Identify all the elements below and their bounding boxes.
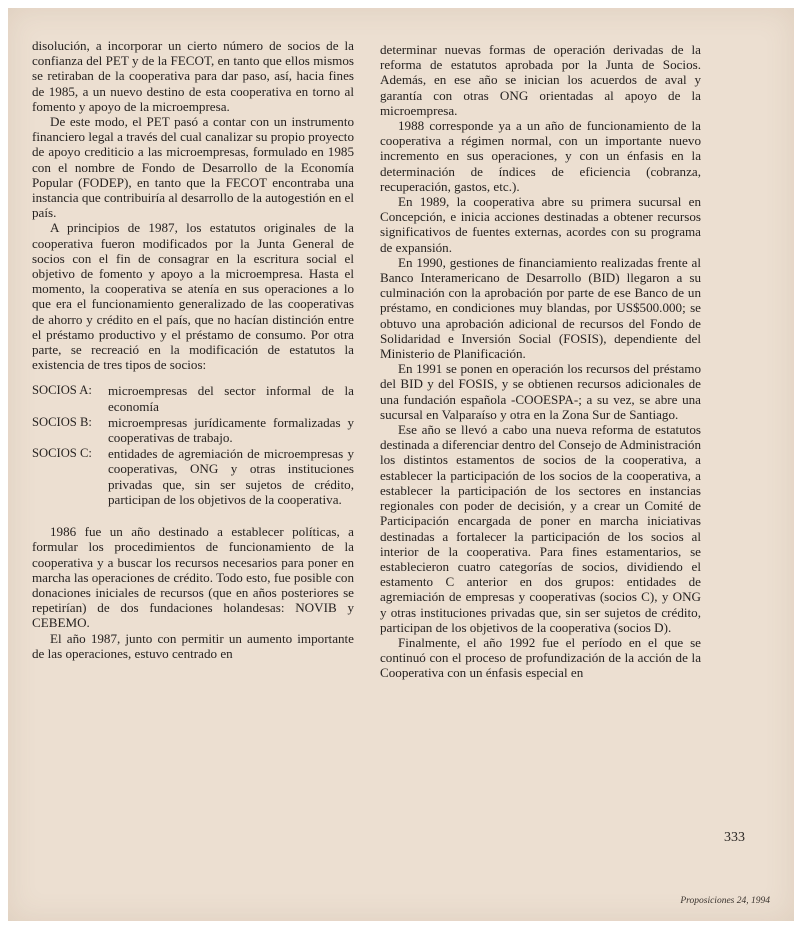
socios-label: SOCIOS A: — [32, 383, 92, 398]
footer-journal: Proposiciones 24, 1994 — [680, 896, 770, 906]
socios-label: SOCIOS B: — [32, 414, 92, 429]
paragraph: determinar nuevas formas de operación derivadas de la reforma de estatutos aprobada por la Junta de Socios. Además, en ese año se inician los acuerdos de aval y garantía con otras ONG orientadas al apoyo de la microempresa. — [380, 42, 701, 118]
paragraph: Ese año se llevó a cabo una nueva reforma de estatutos destinada a diferenciar dentro del Consejo de Administración los distintos estamentos de socios de la cooperativa, a establecer la participación de los socios de la cooperativa, a establecer la participación de los sectores en instancias regionales con poder de decisión, y a crear un Comité de Participación encargada de poner en marcha iniciativas destinadas a fortalecer la participación de los socios al interior de la cooperativa. Para fines estamentarios, se establecieron cuatro categorías de socios, dividiendo el estamento C anterior en dos grupos: entidades de agremiación de empresas y cooperativas (socios C), y ONG y otras instituciones privadas que, sin ser sujetos de crédito, participan de los objetivos de la cooperativa (socios D). — [380, 422, 701, 635]
paragraph: Finalmente, el año 1992 fue el período en el que se continuó con el proceso de profundización de la acción de la Cooperativa con un énfasis especial en — [380, 634, 701, 681]
socios-text: microempresas del sector informal de la economía — [108, 383, 354, 414]
paragraph: 1988 corresponde ya a un año de funcionamiento de la cooperativa a régimen normal, con un importante nuevo incremento en sus operaciones, y con un énfasis en la determinación de índices de eficiencia (cobranza, recuperación, gastos, etc.). — [380, 118, 701, 194]
paragraph: En 1991 se ponen en operación los recursos del préstamo del BID y del FOSIS, y se obtienen recursos adicionales de una fundación española -COOESPA-; a su vez, se abre una sucursal en Valparaíso y otra en la Zona Sur de Santiago. — [380, 361, 701, 422]
socios-text: entidades de agremiación de microempresas y cooperativas, ONG y otras instituciones privadas que, sin ser sujetos de crédito, participan de los objetivos de la cooperativa. — [108, 446, 354, 507]
right-column — [380, 42, 701, 681]
paragraph: El año 1987, junto con permitir un aumento importante de las operaciones, estuvo centrado en — [32, 630, 354, 661]
page-number: 333 — [724, 830, 745, 845]
left-column — [32, 38, 354, 661]
paragraph: 1986 fue un año destinado a establecer políticas, a formular los procedimientos de funcionamiento de la cooperativa y a buscar los recursos necesarios para poner en marcha las operaciones de crédito. Todo esto, fue posible con donaciones iniciales de recursos (que en años posteriores se repetirían) de dos fundaciones holandesas: NOVIB y CEBEMO. — [32, 524, 354, 631]
socios-label: SOCIOS C: — [32, 446, 92, 461]
paragraph: En 1990, gestiones de financiamiento realizadas frente al Banco Interamericano de Desarrollo (BID) llegaron a su culminación con la aprobación por parte de ese Banco de un préstamo, en condiciones muy blandas, por US$500.000; se obtuvo una aprobación adicional de recursos del Fondo de Solidaridad e Inversión Social (FOSIS), dependiente del Ministerio de Planificación. — [380, 254, 701, 362]
document-page — [8, 8, 794, 921]
socios-item-c — [32, 446, 354, 507]
socios-item-a — [32, 383, 354, 413]
paragraph: De este modo, el PET pasó a contar con un instrumento financiero legal a través del cual canalizar su propio proyecto de apoyo crediticio a las microempresas, formulado en 1985 con el nombre de Fondo de Desarrollo de la Economía Popular (FODEP), en tanto que la FECOT encontraba una instancia que contribuiría al desarrollo de la autogestión en el país. — [32, 114, 354, 221]
paragraph: A principios de 1987, los estatutos originales de la cooperativa fueron modificados por la Junta General de socios con el fin de consagrar en la escritura social el objetivo de fomento y apoyo a la microempresa. Hasta el momento, la cooperativa se atenía en sus operaciones a lo que era el funcionamiento generalizado de las cooperativas de ahorro y crédito en el país, que no hacían distinción entre el préstamo productivo y el préstamo de consumo. Por otra parte, se recreació en la modificación de estatutos la existencia de tres tipos de socios: — [32, 220, 354, 373]
socios-item-b — [32, 415, 354, 445]
paragraph: disolución, a incorporar un cierto número de socios de la confianza del PET y de la FECOT, en tanto que ellos mismos se retiraban de la cooperativa para dar paso, así, hacia fines de 1985, a un nuevo destino de esta cooperativa en torno al fomento y apoyo de la microempresa. — [32, 38, 354, 114]
socios-text: microempresas jurídicamente formalizadas y cooperativas de trabajo. — [108, 414, 354, 446]
paragraph: En 1989, la cooperativa abre su primera sucursal en Concepción, e inicia acciones destinadas a obtener recursos significativos de fuentes externas, acordes con su programa de expansión. — [380, 194, 701, 255]
